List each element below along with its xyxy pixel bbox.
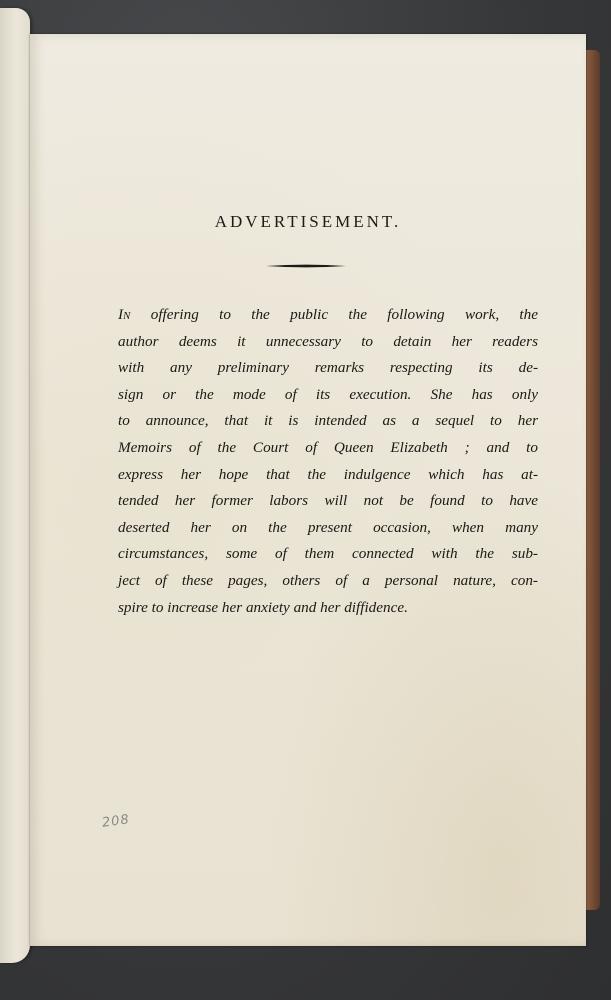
paragraph-line: deserted her on the present occasion, when many [118,518,538,536]
paragraph-line: with any preliminary remarks respecting its de- [118,359,538,377]
paragraph-line: spire to increase her anxiety and her diffidence. [118,598,408,616]
paragraph-line: to announce, that it is intended as a sequel to her [118,412,538,430]
paragraph-line: circumstances, some of them connected with the sub- [118,545,538,563]
paragraph-line: sign or the mode of its execution. She has only [118,385,538,403]
pencil-annotation: 208 [101,812,131,831]
paragraph-line: ject of these pages, others of a personal nature, con- [118,571,538,589]
paragraph-line: express her hope that the indulgence which has at- [118,465,538,483]
paragraph-line [118,302,538,329]
advertisement-paragraph [118,302,538,621]
ornament-rule-icon [266,262,346,270]
drop-lead-word: In [118,306,131,323]
paragraph-line: tended her former labors will not be found to have [118,492,538,510]
paragraph-line: Memoirs of the Court of Queen Elizabeth ; and to [118,438,538,456]
page-title: ADVERTISEMENT. [214,212,402,231]
book-page [30,34,586,946]
line-text: offering to the public the following work, the [130,306,538,323]
paragraph-line: author deems it unnecessary to detain her readers [118,332,538,350]
left-page-edge [0,8,30,963]
